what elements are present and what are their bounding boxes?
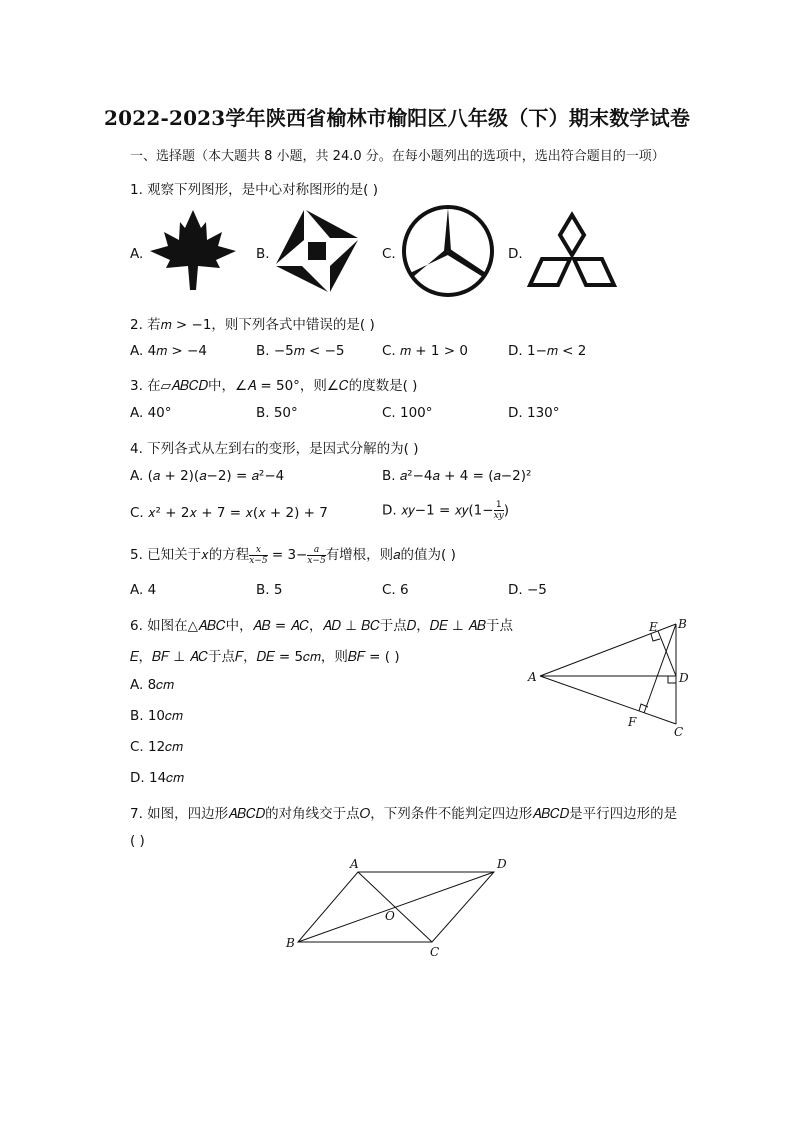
q6-option-c: C. 12𝑐𝑚 [130,739,183,755]
pinwheel-squares-figure [274,208,360,294]
q5-fraction-1 [249,545,267,566]
fraction-numerator: 1 [494,500,504,511]
q2-option-a: A. 4𝑚 > −4 [130,343,207,359]
section-heading: 一、选择题（本大题共 8 小题，共 24.0 分。在每小题列出的选项中，选出符合题目的一项） [130,149,665,164]
q5-option-a: A. 4 [130,582,157,598]
fraction-numerator: 𝑎 [307,545,325,556]
q1-option-b-label: B. [256,246,270,262]
q4-option-b: B. 𝑎²−4𝑎 + 4 = (𝑎−2)² [382,468,532,484]
label-e: E [649,620,658,634]
q5-stem-part1: 5. 已知关于𝑥的方程 [130,547,250,563]
page-title: 2022-2023学年陕西省榆林市榆阳区八年级（下）期末数学试卷 [103,106,691,130]
q4-option-d-close: ) [503,502,510,519]
q3-option-b: B. 50° [256,405,298,421]
fraction-denominator: 𝑥−5 [307,555,326,566]
label-a: A [528,670,537,684]
q5-option-c: C. 6 [382,582,409,598]
fraction-denominator: 𝑥𝑦 [493,511,504,521]
label-f: F [628,715,637,729]
three-pointed-star-circle-figure [400,203,496,299]
label-b: B [678,617,687,631]
q2-option-b: B. −5𝑚 < −5 [256,343,345,359]
triangle-abc-figure [522,612,702,742]
q3-option-c: C. 100° [382,405,433,421]
label-a: A [350,857,359,871]
q5-option-d: D. −5 [508,582,547,598]
label-c: C [674,725,684,739]
q5-stem-part3: 有增根，则𝑎的值为( ) [325,547,456,563]
q6-option-d: D. 14𝑐𝑚 [130,770,184,786]
q4-option-d-fraction [494,500,504,521]
q4-option-d [382,500,509,521]
question-6-line-1: 6. 如图在△𝐴𝐵𝐶中，𝐴𝐵 = 𝐴𝐶，𝐴𝐷 ⊥ 𝐵𝐶于点𝐷，𝐷𝐸 ⊥ 𝐴𝐵于点 [130,618,513,634]
question-5-stem [130,543,456,566]
question-3-stem: 3. 在▱𝐴𝐵𝐶𝐷中，∠𝐴 = 50°，则∠𝐶的度数是( ) [130,378,418,394]
q1-option-c-label: C. [382,246,396,262]
question-6-line-2: 𝐸，𝐵𝐹 ⊥ 𝐴𝐶于点𝐹，𝐷𝐸 = 5𝑐𝑚，则𝐵𝐹 = ( ) [130,649,400,665]
maple-leaf-figure [146,208,240,292]
q1-option-d-label: D. [508,246,523,262]
segment-de [658,631,676,676]
question-7-line-1: 7. 如图，四边形𝐴𝐵𝐶𝐷的对角线交于点𝑂，下列条件不能判定四边形𝐴𝐵𝐶𝐷是平行四边形的是 [130,806,678,822]
q4-option-c: C. 𝑥² + 2𝑥 + 7 = 𝑥(𝑥 + 2) + 7 [130,505,328,521]
segment-ac [540,676,676,724]
label-c: C [430,945,440,959]
q2-option-c: C. 𝑚 + 1 > 0 [382,343,468,359]
q1-option-a-label: A. [130,246,144,262]
q5-fraction-2 [307,545,325,566]
q3-option-d: D. 130° [508,405,560,421]
question-1-stem: 1. 观察下列图形，是中心对称图形的是( ) [130,182,378,198]
label-d: D [497,857,507,871]
three-diamonds-figure [526,211,618,291]
label-o: O [385,909,395,923]
fraction-numerator: 𝑥 [249,545,267,556]
label-d: D [679,671,689,685]
q4-option-a: A. (𝑎 + 2)(𝑎−2) = 𝑎²−4 [130,468,285,484]
label-b: B [286,936,295,950]
question-2-stem: 2. 若𝑚 > −1，则下列各式中错误的是( ) [130,317,375,333]
q5-stem-part2: = 3− [267,547,308,563]
q3-option-a: A. 40° [130,405,172,421]
right-angle-mark-e [651,634,660,641]
quadrilateral-abcd-figure [280,852,520,962]
right-angle-mark-d [668,676,676,683]
q6-option-a: A. 8𝑐𝑚 [130,677,174,693]
fraction-denominator: 𝑥−5 [249,555,268,566]
segment-bf [644,624,676,713]
q4-option-d-text: D. 𝑥𝑦−1 = 𝑥𝑦(1− [382,502,494,519]
question-7-line-2: ( ) [130,833,145,849]
q6-option-b: B. 10𝑐𝑚 [130,708,183,724]
q5-option-b: B. 5 [256,582,283,598]
q2-option-d: D. 1−𝑚 < 2 [508,343,587,359]
question-4-stem: 4. 下列各式从左到右的变形，是因式分解的为( ) [130,441,419,457]
